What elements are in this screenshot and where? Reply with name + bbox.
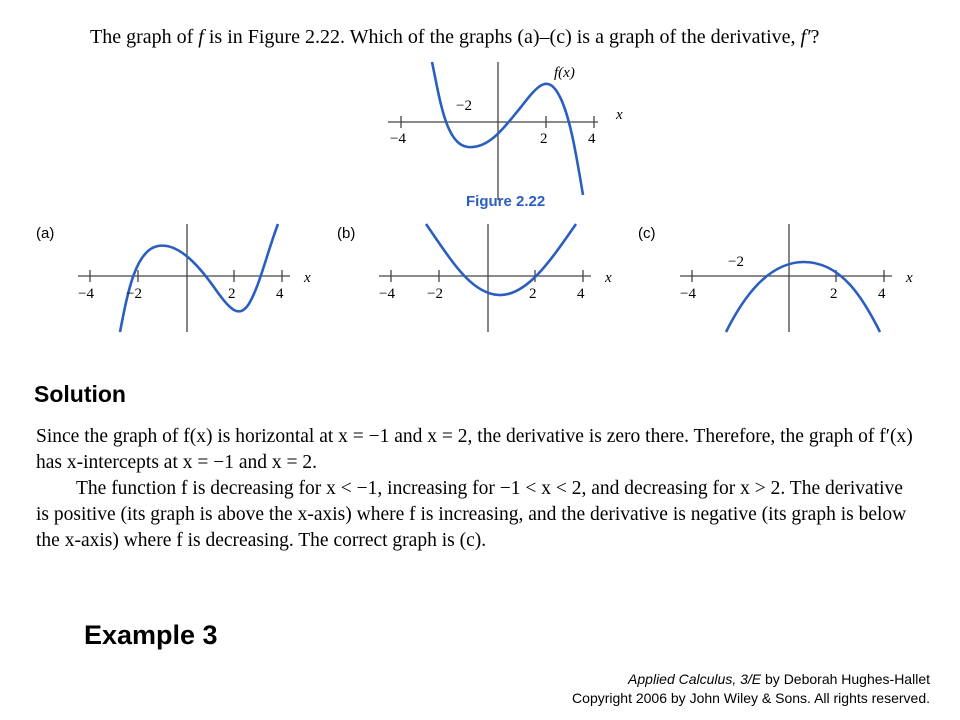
panel-b-curve	[426, 224, 576, 295]
f-curve	[432, 62, 583, 195]
annotation-label: −2	[456, 98, 472, 114]
solution-paragraph: Since the graph of f(x) is horizontal at x = −1 and x = 2, the derivative is zero there. Therefore, the graph of f′(x) has x-intercepts at x = −1 and x = 2.	[36, 426, 913, 473]
book-title: Applied Calculus, 3/E	[628, 671, 762, 687]
panel-a-graph	[70, 220, 330, 335]
book-author: by Deborah Hughes-Hallet	[761, 671, 930, 687]
tick-label: 4	[588, 131, 596, 147]
question-end: ?	[810, 26, 820, 48]
credit-line-book	[572, 670, 930, 689]
tick-label: 2	[529, 286, 537, 302]
axis-label: x	[304, 270, 311, 286]
tick-label: 4	[878, 286, 886, 302]
axis-label: x	[616, 107, 623, 123]
panel-b-graph	[371, 220, 631, 335]
tick-label: −4	[379, 286, 395, 302]
panel-c-graph	[672, 220, 932, 335]
figure-caption: Figure 2.22	[466, 193, 546, 210]
question-prefix: The graph of	[90, 26, 199, 48]
tick-label: 2	[540, 131, 548, 147]
annotation-label: −2	[728, 254, 744, 270]
axis-label: x	[906, 270, 913, 286]
tick-label: 4	[577, 286, 585, 302]
question-f: f	[198, 26, 204, 48]
panel-a-curve	[120, 224, 278, 332]
tick-label: 2	[830, 286, 838, 302]
question-fprime: f′	[800, 26, 811, 48]
tick-label: −4	[680, 286, 696, 302]
question-middle: is in Figure 2.22. Which of the graphs (a)–(c) is a graph of the derivative,	[203, 26, 801, 48]
figure-main-graph	[380, 55, 640, 205]
axis-label: x	[605, 270, 612, 286]
solution-heading: Solution	[34, 381, 126, 407]
copyright-line: Copyright 2006 by John Wiley & Sons. All rights reserved.	[572, 690, 930, 706]
panel-c-curve	[726, 262, 880, 332]
example-title: Example 3	[84, 620, 218, 650]
panel-b-label: (b)	[337, 225, 356, 242]
question-text	[90, 26, 819, 49]
tick-label: −4	[78, 286, 94, 302]
curve-label: f(x)	[554, 65, 575, 81]
solution-paragraph: The function f is decreasing for x < −1, increasing for −1 < x < 2, and decreasing for x > 2. The derivative is positive (its graph is above the x-axis) where f is increasing, and the derivative is negative (its graph is below the x-axis) where f is decreasing. The correct graph is (c).	[36, 478, 907, 551]
panel-c-label: (c)	[638, 225, 656, 242]
solution-body	[36, 424, 916, 554]
credit-block	[572, 670, 930, 708]
tick-label: 4	[276, 286, 284, 302]
tick-label: −2	[427, 286, 443, 302]
tick-label: 2	[228, 286, 236, 302]
tick-label: −2	[126, 286, 142, 302]
tick-label: −4	[390, 131, 406, 147]
panel-a-label: (a)	[36, 225, 55, 242]
